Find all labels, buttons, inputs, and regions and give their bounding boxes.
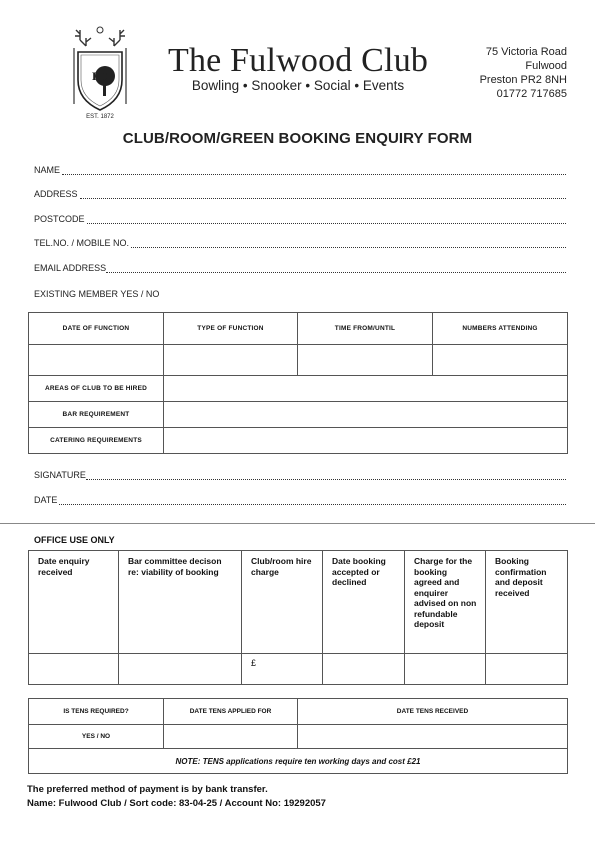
payment-info	[27, 783, 326, 811]
field-label: EXISTING MEMBER YES / NO	[34, 289, 160, 299]
col-header: Date enquiry received	[29, 551, 119, 654]
col-header: Club/room hire charge	[242, 551, 323, 654]
email-field[interactable]	[34, 263, 566, 273]
address-line: Preston PR2 8NH	[479, 74, 567, 86]
col-header: DATE TENS APPLIED FOR	[164, 699, 298, 725]
club-name: The Fulwood Club	[168, 42, 429, 79]
col-header: NUMBERS ATTENDING	[433, 313, 568, 345]
date-of-function-cell[interactable]	[29, 345, 164, 376]
col-header: DATE TENS RECEIVED	[298, 699, 568, 725]
field-line[interactable]	[59, 496, 566, 505]
date-field[interactable]	[34, 495, 566, 505]
field-label: TEL.NO. / MOBILE NO.	[34, 238, 130, 248]
office-table	[28, 550, 568, 685]
crest-shield-icon	[72, 24, 128, 120]
bar-committee-cell[interactable]	[119, 654, 242, 685]
type-of-function-cell[interactable]	[164, 345, 298, 376]
crest-monogram: FC	[92, 69, 108, 83]
form-title: CLUB/ROOM/GREEN BOOKING ENQUIRY FORM	[122, 130, 473, 147]
bar-requirement-cell[interactable]	[164, 402, 568, 428]
field-label: SIGNATURE	[34, 470, 86, 480]
col-header: IS TENS REQUIRED?	[29, 699, 164, 725]
date-enquiry-cell[interactable]	[29, 654, 119, 685]
payment-method: The preferred method of payment is by bank transfer.	[27, 784, 268, 795]
address-line: Fulwood	[525, 60, 567, 72]
field-line[interactable]	[87, 215, 566, 224]
field-label: EMAIL ADDRESS	[34, 263, 107, 273]
field-line[interactable]	[106, 264, 566, 273]
bank-details: Name: Fulwood Club / Sort code: 83-04-25 / Account No: 19292057	[27, 798, 326, 809]
currency-symbol: £	[251, 658, 257, 668]
col-header: DATE OF FUNCTION	[29, 313, 164, 345]
booking-confirmation-cell[interactable]	[486, 654, 568, 685]
date-tens-received-cell[interactable]	[298, 725, 568, 749]
time-cell[interactable]	[298, 345, 433, 376]
col-header: TIME FROM/UNTIL	[298, 313, 433, 345]
tens-answer[interactable]: YES / NO	[29, 725, 164, 749]
address-line: 75 Victoria Road	[485, 46, 567, 58]
date-tens-applied-cell[interactable]	[164, 725, 298, 749]
postcode-field[interactable]	[34, 214, 566, 224]
phone-number: 01772 717685	[496, 88, 567, 100]
name-field[interactable]	[34, 165, 566, 175]
tens-table	[28, 698, 568, 774]
col-header: Booking confirmation and deposit received	[486, 551, 568, 654]
club-address	[480, 45, 567, 101]
field-label: ADDRESS	[34, 189, 78, 199]
club-tagline: Bowling • Snooker • Social • Events	[191, 78, 405, 93]
signature-field[interactable]	[34, 470, 566, 480]
areas-of-club-cell[interactable]	[164, 376, 568, 402]
numbers-attending-cell[interactable]	[433, 345, 568, 376]
office-use-label: OFFICE USE ONLY	[34, 535, 115, 545]
function-table	[28, 312, 568, 454]
field-label: NAME	[34, 165, 61, 175]
catering-requirements-cell[interactable]	[164, 428, 568, 454]
col-header: TYPE OF FUNCTION	[164, 313, 298, 345]
field-label: POSTCODE	[34, 214, 85, 224]
col-header: Date booking accepted or declined	[323, 551, 405, 654]
field-label: DATE	[34, 495, 58, 505]
phone-field[interactable]	[34, 238, 566, 248]
tens-note: NOTE: TENS applications require ten working days and cost £21	[29, 749, 568, 774]
field-line[interactable]	[80, 190, 566, 199]
col-header: Bar committee decison re: viability of booking	[119, 551, 242, 654]
field-line[interactable]	[62, 166, 566, 175]
row-label: CATERING REQUIREMENTS	[29, 428, 164, 454]
address-field[interactable]	[34, 189, 566, 199]
date-booking-cell[interactable]	[323, 654, 405, 685]
crest-est-year: EST. 1872	[86, 114, 114, 120]
charge-agreed-cell[interactable]	[405, 654, 486, 685]
field-line[interactable]	[86, 471, 566, 480]
section-divider	[0, 523, 595, 524]
existing-member-field[interactable]	[34, 289, 566, 299]
club-crest	[72, 24, 128, 120]
row-label: AREAS OF CLUB TO BE HIRED	[29, 376, 164, 402]
col-header: Charge for the booking agreed and enquirer advised on non refundable deposit	[405, 551, 486, 654]
row-label: BAR REQUIREMENT	[29, 402, 164, 428]
hire-charge-cell[interactable]	[242, 654, 323, 685]
field-line[interactable]	[131, 239, 566, 248]
